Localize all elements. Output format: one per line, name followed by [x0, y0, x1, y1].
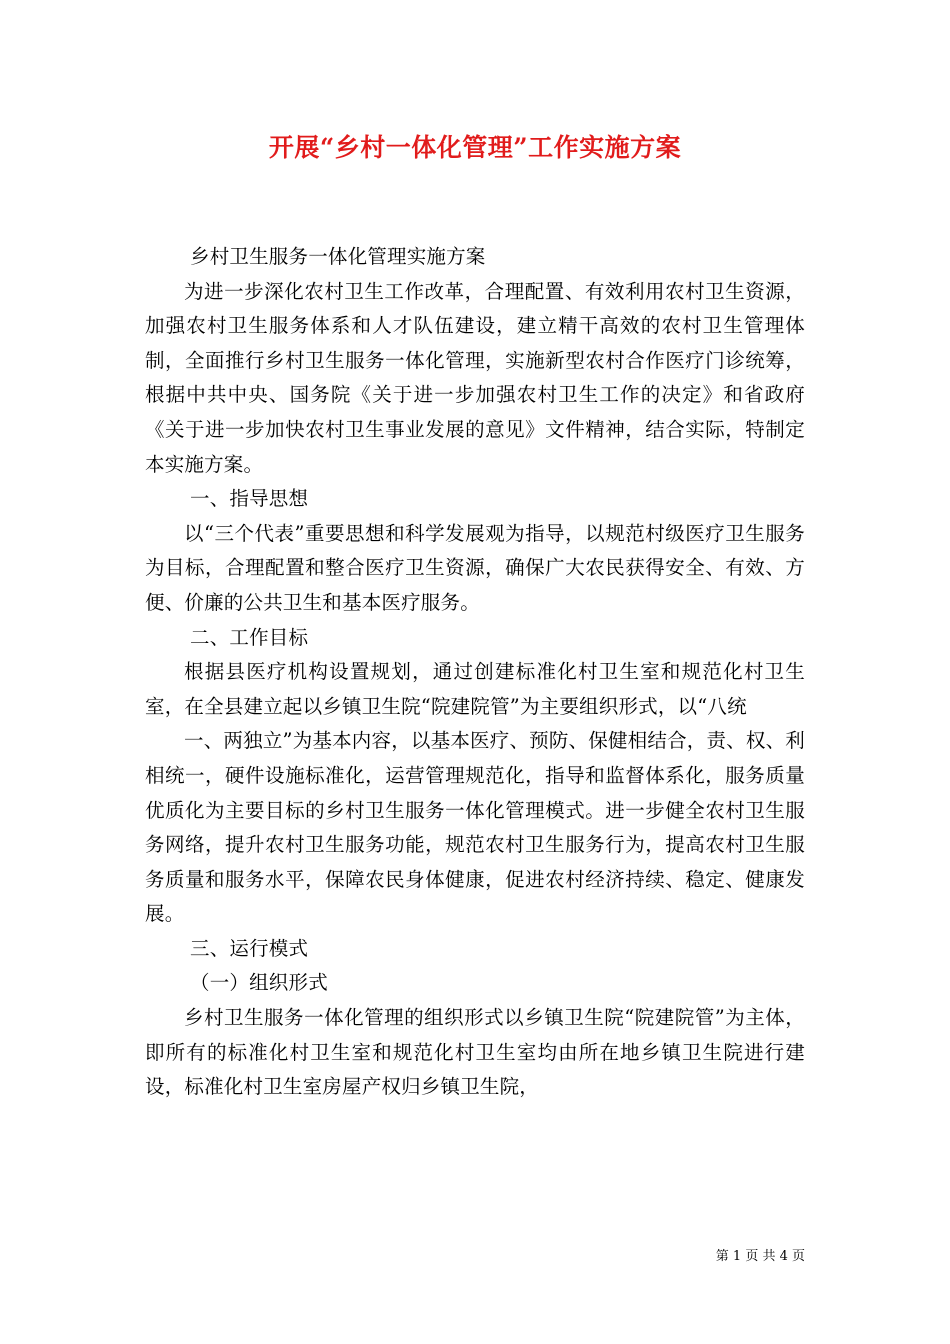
- section-heading-operation-mode: 三、运行模式: [190, 936, 309, 960]
- guiding-ideology-paragraph: 以“三个代表”重要思想和科学发展观为指导，以规范村级医疗卫生服务为目标，合理配置和整合医疗卫生资源，确保广大农民获得安全、有效、方便、价廉的公共卫生和基本医疗服务。: [145, 521, 805, 614]
- document-title: 开展“乡村一体化管理”工作实施方案: [268, 133, 682, 162]
- subtitle-heading: 乡村卫生服务一体化管理实施方案: [190, 245, 486, 268]
- page-number: 第 1 页 共 4 页: [715, 1249, 805, 1264]
- section-heading-work-goals: 二、工作目标: [190, 625, 309, 649]
- document-body: [145, 240, 805, 1105]
- work-goals-paragraph-continued: 一、两独立”为基本内容，以基本医疗、预防、保健相结合，责、权、利相统一，硬件设施标准化，运营管理规范化，指导和监督体系化，服务质量优质化为主要目标的乡村卫生服务一体化管理模式。进一步健全农村卫生服务网络，提升农村卫生服务功能，规范农村卫生服务行为，提高农村卫生服务质量和服务水平，保障农民身体健康，促进农村经济持续、稳定、健康发展。: [145, 729, 805, 926]
- organization-form-paragraph: 乡村卫生服务一体化管理的组织形式以乡镇卫生院“院建院管”为主体，即所有的标准化村卫生室和规范化村卫生室均由所在地乡镇卫生院进行建设，标准化村卫生室房屋产权归乡镇卫生院，: [145, 1006, 805, 1099]
- intro-paragraph: 为进一步深化农村卫生工作改革，合理配置、有效利用农村卫生资源，加强农村卫生服务体系和人才队伍建设，建立精干高效的农村卫生管理体制，全面推行乡村卫生服务一体化管理，实施新型农村合作医疗门诊统筹，根据中共中央、国务院《关于进一步加强农村卫生工作的决定》和省政府《关于进一步加快农村卫生事业发展的意见》文件精神，结合实际，特制定本实施方案。: [145, 279, 805, 476]
- section-heading-guiding-ideology: 一、指导思想: [190, 487, 309, 511]
- work-goals-paragraph: 根据县医疗机构设置规划，通过创建标准化村卫生室和规范化村卫生室，在全县建立起以乡镇卫生院“院建院管”为主要组织形式，以“八统: [145, 660, 805, 718]
- subsection-heading-organization-form: （一）组织形式: [190, 971, 328, 995]
